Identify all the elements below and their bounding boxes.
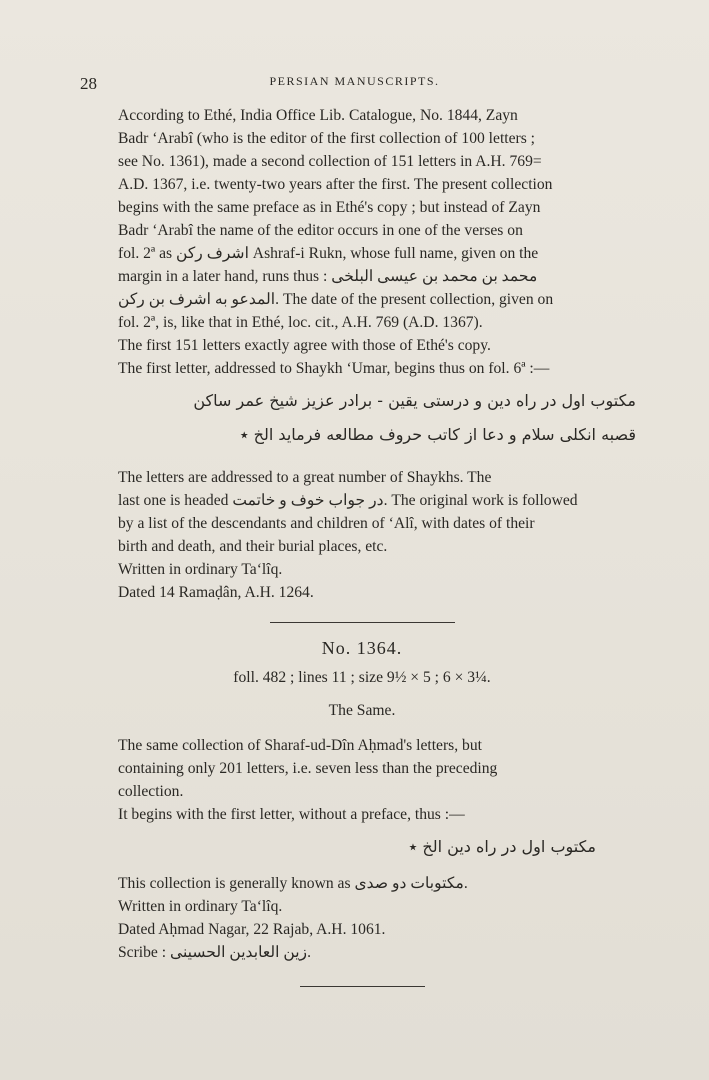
end-divider bbox=[300, 986, 425, 987]
running-head: PERSIAN MANUSCRIPTS. bbox=[269, 74, 440, 88]
entry-collation: foll. 482 ; lines 11 ; size 9½ × 5 ; 6 × 3¼. bbox=[233, 669, 491, 686]
entry-1363-script: Written in ordinary Ta‘lîq. bbox=[118, 561, 283, 578]
text-line: last one is headed در جواب خوف و خاتمت. The original work is followed bbox=[118, 492, 578, 509]
text-line: birth and death, and their burial places, etc. bbox=[118, 538, 388, 555]
entry-1364-scribe: Scribe : زین العابدین الحسینی. bbox=[118, 944, 311, 961]
text-line: Badr ‘Arabî (who is the editor of the first collection of 100 letters ; bbox=[118, 130, 536, 147]
entry-1363-dated: Dated 14 Ramaḍân, A.H. 1264. bbox=[118, 584, 314, 601]
entry-1364-known-as: This collection is generally known as مکتوبات دو صدی. bbox=[118, 875, 468, 892]
page-number: 28 bbox=[80, 74, 97, 93]
page-header bbox=[0, 70, 709, 94]
text-line: According to Ethé, India Office Lib. Catalogue, No. 1844, Zayn bbox=[118, 107, 518, 124]
text-line: see No. 1361), made a second collection of 151 letters in A.H. 769= bbox=[118, 153, 542, 170]
section-divider bbox=[270, 622, 455, 623]
entry-1363-paragraph-2 bbox=[88, 334, 636, 380]
text-line: The same collection of Sharaf-ud-Dîn Aḥmad's letters, but bbox=[118, 737, 482, 754]
text-line: The letters are addressed to a great number of Shaykhs. The bbox=[118, 469, 492, 486]
text-line: begins with the same preface as in Ethé's copy ; but instead of Zayn bbox=[118, 199, 541, 216]
text-line: fol. 2ª as اشرف رکن Ashraf-i Rukn, whose full name, given on the bbox=[118, 245, 539, 262]
text-line: by a list of the descendants and children of ‘Alî, with dates of their bbox=[118, 515, 535, 532]
entry-1364-paragraph-2: It begins with the first letter, without a preface, thus :— bbox=[118, 806, 465, 823]
entry-number: No. 1364. bbox=[321, 638, 403, 658]
persian-line: قصبه انکلی سلام و دعا از کاتب حروف مطالعه فرماید الخ ٭ bbox=[239, 425, 636, 444]
text-line: Badr ‘Arabî the name of the editor occurs in one of the verses on bbox=[118, 222, 523, 239]
entry-1364-paragraph-1 bbox=[88, 734, 636, 803]
text-line: containing only 201 letters, i.e. seven less than the preceding bbox=[118, 760, 498, 777]
persian-line: مکتوب اول در راه دین و درستی یقین - برادر عزیز شیخ عمر ساکن bbox=[193, 391, 636, 410]
entry-title: The Same. bbox=[328, 702, 396, 719]
entry-1363-paragraph-3 bbox=[88, 466, 636, 558]
entry-1364-dated: Dated Aḥmad Nagar, 22 Rajab, A.H. 1061. bbox=[118, 921, 386, 938]
text-line: fol. 2ª, is, like that in Ethé, loc. cit., A.H. 769 (A.D. 1367). bbox=[118, 314, 483, 331]
entry-1364-script: Written in ordinary Ta‘lîq. bbox=[118, 898, 283, 915]
text-line: المدعو به اشرف بن رکن. The date of the present collection, given on bbox=[118, 291, 554, 308]
entry-1363-paragraph-1 bbox=[88, 104, 636, 334]
text-line: A.D. 1367, i.e. twenty-two years after the first. The present collection bbox=[118, 176, 553, 193]
text-line: The first 151 letters exactly agree with those of Ethé's copy. bbox=[118, 337, 491, 354]
page-body bbox=[88, 104, 636, 987]
text-line: margin in a later hand, runs thus : محمد بن محمد بن عیسی البلخی bbox=[118, 268, 538, 285]
persian-quotation: مکتوب اول در راه دین الخ ٭ bbox=[408, 837, 596, 856]
persian-quotation bbox=[88, 384, 636, 452]
text-line: collection. bbox=[118, 783, 184, 800]
text-line: The first letter, addressed to Shaykh ‘Umar, begins thus on fol. 6ª :— bbox=[118, 360, 550, 377]
